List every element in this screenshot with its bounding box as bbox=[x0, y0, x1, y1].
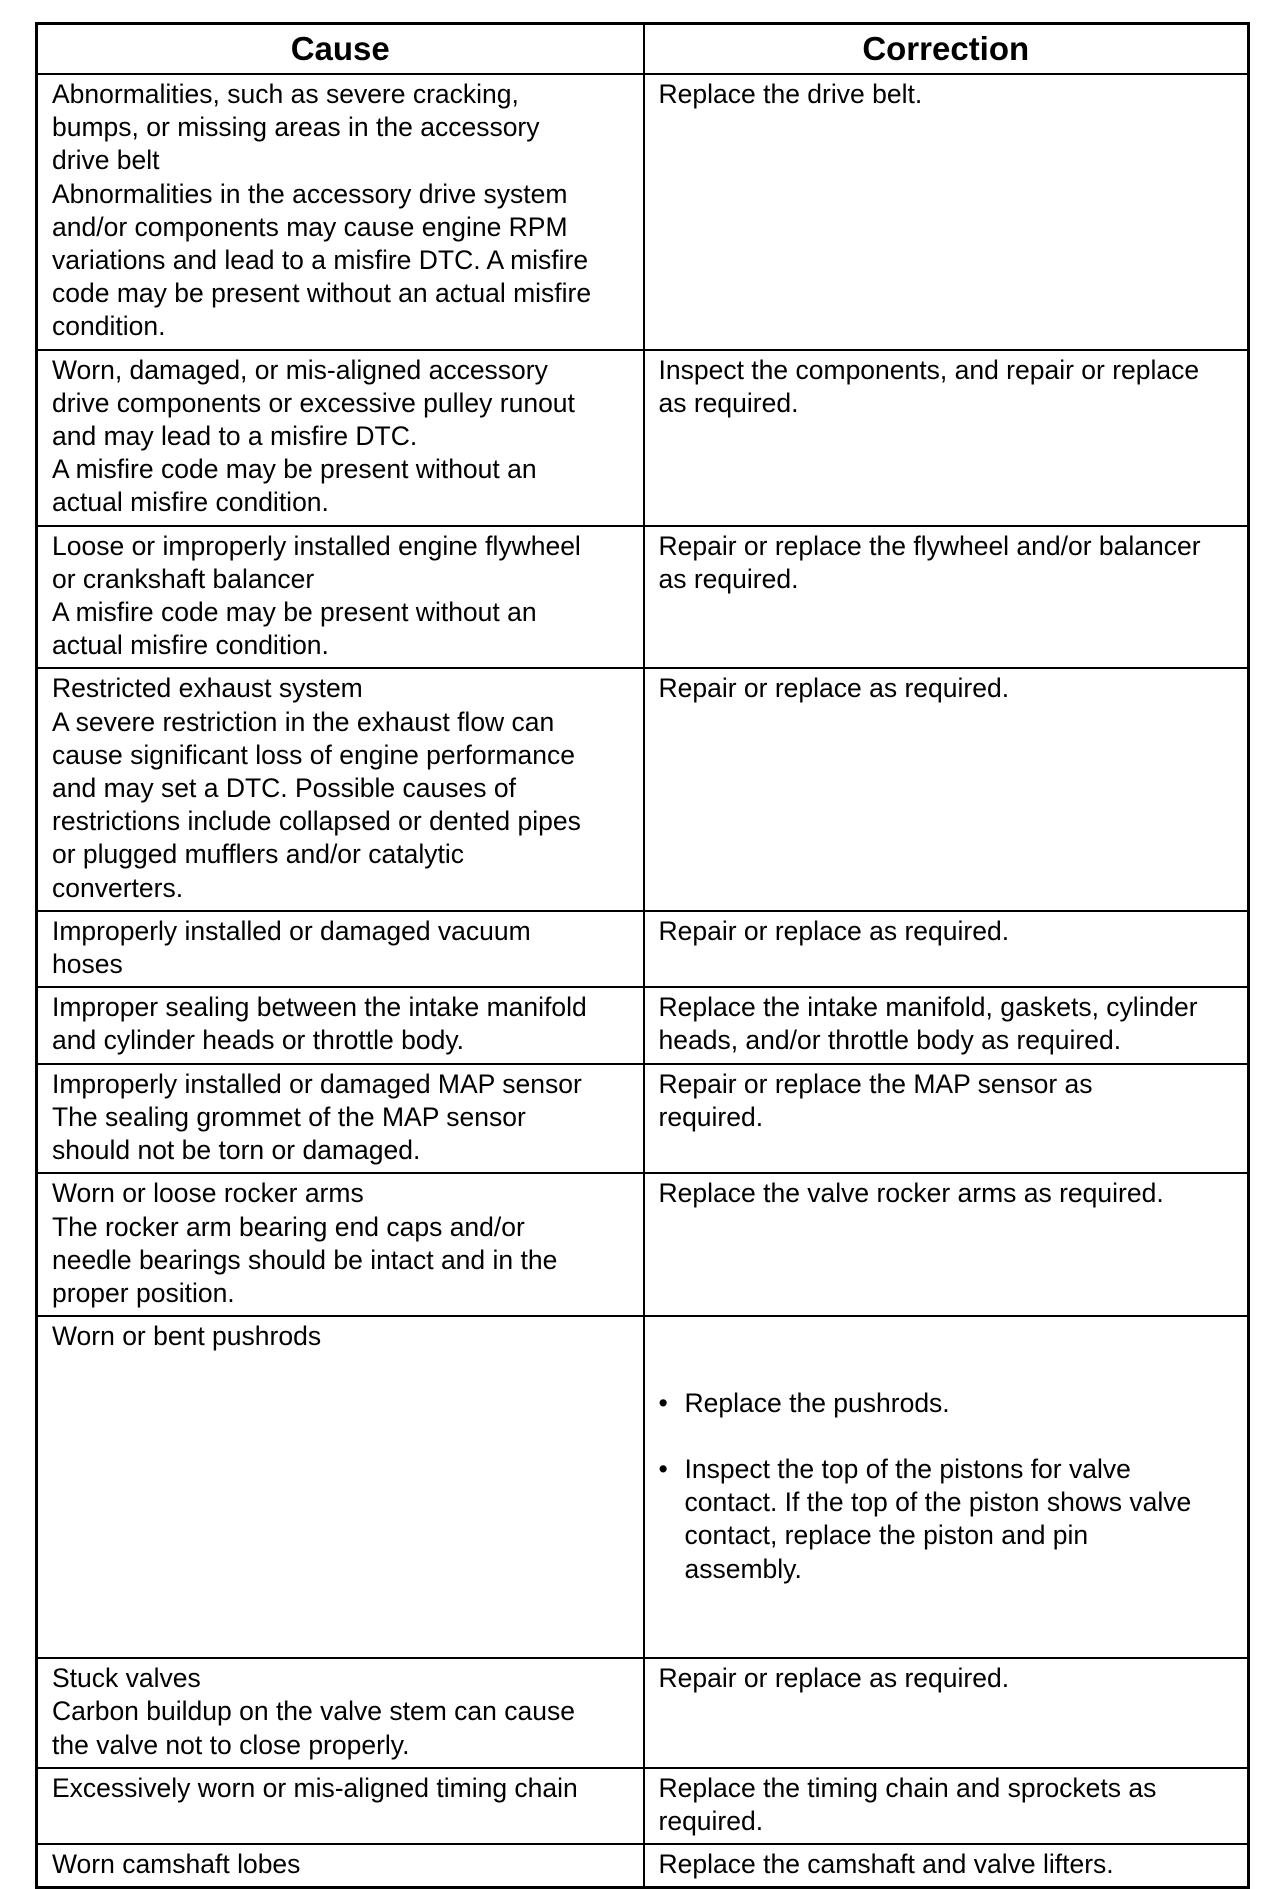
table-row bbox=[37, 74, 1249, 350]
correction-cell: Repair or replace the flywheel and/or balancer as required. bbox=[644, 526, 1249, 669]
table-row bbox=[37, 911, 1249, 987]
table-header bbox=[37, 24, 1249, 75]
correction-cell bbox=[644, 1316, 1249, 1658]
cause-cell: Worn or bent pushrods bbox=[37, 1316, 644, 1658]
table-row bbox=[37, 1658, 1249, 1768]
correction-bullet-item bbox=[659, 1453, 1240, 1586]
cause-cell: Improperly installed or damaged vacuum hoses bbox=[37, 911, 644, 987]
correction-cell: Repair or replace as required. bbox=[644, 911, 1249, 987]
table-body bbox=[37, 74, 1249, 1888]
correction-cell: Replace the camshaft and valve lifters. bbox=[644, 1844, 1249, 1888]
cause-cell: Loose or improperly installed engine flywheel or crankshaft balancer A misfire code may be present without an actual misfire condition. bbox=[37, 526, 644, 669]
table-row bbox=[37, 1173, 1249, 1316]
correction-cell: Repair or replace the MAP sensor as required. bbox=[644, 1064, 1249, 1174]
bullet-icon: • bbox=[658, 1453, 668, 1484]
cause-cell: Abnormalities, such as severe cracking, bumps, or missing areas in the accessory drive belt Abnormalities in the accessory drive system and/or components may cause engine RPM variations and lead to a misfire DTC. A misfire code may be present without an actual misfire condition. bbox=[37, 74, 644, 350]
cause-correction-table bbox=[35, 22, 1250, 1889]
bullet-text: Replace the pushrods. bbox=[684, 1387, 950, 1418]
table-row bbox=[37, 1064, 1249, 1174]
table-row bbox=[37, 1844, 1249, 1888]
header-cause: Cause bbox=[37, 24, 644, 75]
cause-cell: Improperly installed or damaged MAP sensor The sealing grommet of the MAP sensor should not be torn or damaged. bbox=[37, 1064, 644, 1174]
cause-cell: Restricted exhaust system A severe restriction in the exhaust flow can cause significant loss of engine performance and may set a DTC. Possible causes of restrictions include collapsed or dented pipes or plugged mufflers and/or catalytic converters. bbox=[37, 668, 644, 910]
cause-cell: Worn or loose rocker arms The rocker arm bearing end caps and/or needle bearings should be intact and in the proper position. bbox=[37, 1173, 644, 1316]
bullet-text: Inspect the top of the pistons for valve contact. If the top of the piston shows valve contact, replace the piston and pin assembly. bbox=[684, 1453, 1192, 1584]
bullet-icon: • bbox=[658, 1387, 668, 1418]
table-row bbox=[37, 987, 1249, 1063]
correction-bullet-list bbox=[659, 1353, 1240, 1619]
table-row bbox=[37, 350, 1249, 526]
correction-cell: Replace the intake manifold, gaskets, cylinder heads, and/or throttle body as required. bbox=[644, 987, 1249, 1063]
correction-cell: Inspect the components, and repair or replace as required. bbox=[644, 350, 1249, 526]
table-row bbox=[37, 1768, 1249, 1844]
header-correction: Correction bbox=[644, 24, 1249, 75]
table-row bbox=[37, 1316, 1249, 1658]
correction-cell: Replace the timing chain and sprockets as required. bbox=[644, 1768, 1249, 1844]
cause-cell: Stuck valves Carbon buildup on the valve stem can cause the valve not to close properly. bbox=[37, 1658, 644, 1768]
cause-cell: Worn camshaft lobes bbox=[37, 1844, 644, 1888]
cause-cell: Improper sealing between the intake manifold and cylinder heads or throttle body. bbox=[37, 987, 644, 1063]
cause-cell: Excessively worn or mis-aligned timing chain bbox=[37, 1768, 644, 1844]
table-row bbox=[37, 526, 1249, 669]
table-row bbox=[37, 668, 1249, 910]
correction-bullet-item bbox=[659, 1387, 1240, 1420]
correction-cell: Repair or replace as required. bbox=[644, 1658, 1249, 1768]
header-row bbox=[37, 24, 1249, 75]
cause-cell: Worn, damaged, or mis-aligned accessory drive components or excessive pulley runout and may lead to a misfire DTC. A misfire code may be present without an actual misfire condition. bbox=[37, 350, 644, 526]
correction-cell: Repair or replace as required. bbox=[644, 668, 1249, 910]
correction-cell: Replace the valve rocker arms as required. bbox=[644, 1173, 1249, 1316]
correction-cell: Replace the drive belt. bbox=[644, 74, 1249, 350]
